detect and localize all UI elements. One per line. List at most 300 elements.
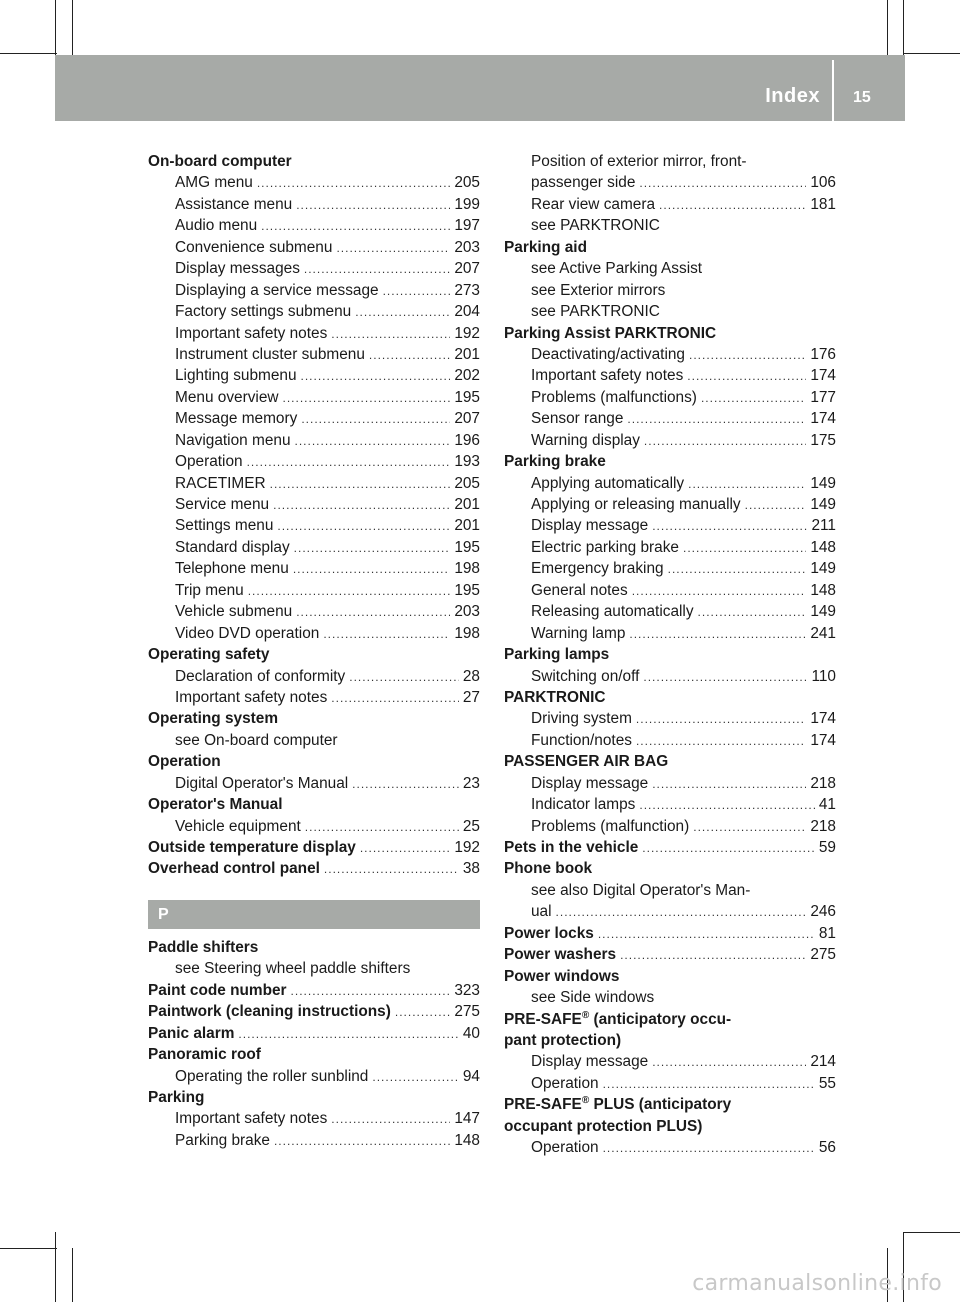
index-entry xyxy=(148,430,480,451)
entry-single xyxy=(504,837,836,858)
crop-mark xyxy=(0,1248,57,1249)
entry-single xyxy=(148,858,480,879)
dot-leader xyxy=(323,624,450,645)
page-ref: 38 xyxy=(462,860,480,878)
dot-leader xyxy=(261,216,450,237)
index-entry xyxy=(504,816,836,837)
registered-mark: ® xyxy=(581,1095,590,1107)
page-ref: 106 xyxy=(810,174,836,192)
entry-text: Factory settings submenu xyxy=(175,303,352,321)
crop-mark xyxy=(903,53,960,54)
heading-text: (anticipatory occu- xyxy=(589,1010,732,1028)
index-column-left xyxy=(148,151,480,1151)
entry-single xyxy=(504,923,836,944)
index-entry xyxy=(148,365,480,386)
entry-list xyxy=(148,816,480,837)
index-entry xyxy=(148,473,480,494)
entry-text: Panic alarm xyxy=(148,1024,235,1042)
entry-text: Pets in the vehicle xyxy=(504,839,639,856)
page-ref: 55 xyxy=(818,1074,836,1092)
index-entry xyxy=(148,537,480,558)
page-ref: 192 xyxy=(454,324,480,342)
page-ref: 218 xyxy=(810,817,836,835)
dot-leader xyxy=(639,173,806,194)
crop-mark xyxy=(72,0,73,56)
entry-text: Digital Operator's Manual xyxy=(175,774,349,792)
entry-text: Convenience submenu xyxy=(175,238,333,256)
index-entry xyxy=(504,494,836,515)
entry-text: Standard display xyxy=(175,538,290,556)
entry-text: Operation xyxy=(531,1139,599,1157)
index-entry-main xyxy=(148,1023,480,1044)
entry-text: Function/notes xyxy=(531,731,632,749)
page-ref: 176 xyxy=(810,345,836,363)
page-ref: 202 xyxy=(454,367,480,385)
see-reference: see Exterior mirrors xyxy=(531,281,666,299)
dot-leader xyxy=(701,388,806,409)
entry-text: Trip menu xyxy=(175,581,244,599)
index-entry xyxy=(148,1066,480,1087)
index-entry xyxy=(148,1130,480,1151)
index-entry xyxy=(148,601,480,622)
entry-list xyxy=(148,1066,480,1087)
entry-text: AMG menu xyxy=(175,174,253,192)
dot-leader xyxy=(745,495,807,516)
page-ref: 28 xyxy=(462,667,480,685)
entry-text: Audio menu xyxy=(175,217,258,235)
entry-text: Display message xyxy=(531,1053,649,1071)
page-ref: 193 xyxy=(454,453,480,471)
index-entry xyxy=(148,237,480,258)
index-entry xyxy=(504,794,836,815)
see-reference: see PARKTRONIC xyxy=(531,217,660,235)
index-entry xyxy=(504,601,836,622)
index-entry xyxy=(504,708,836,729)
index-heading: Parking aid xyxy=(504,238,587,256)
index-heading: PASSENGER AIR BAG xyxy=(504,753,669,771)
index-entry xyxy=(148,301,480,322)
index-heading: Parking lamps xyxy=(504,646,610,664)
page-ref: 149 xyxy=(810,496,836,513)
index-entry xyxy=(504,194,836,215)
entry-text: Display message xyxy=(531,774,649,792)
entry-text: General notes xyxy=(531,581,628,599)
page-ref: 201 xyxy=(454,345,480,363)
crop-mark xyxy=(887,0,888,56)
index-entry xyxy=(148,773,480,794)
page-ref: 201 xyxy=(454,517,480,535)
page-title: Index xyxy=(765,85,820,107)
index-entry xyxy=(504,773,836,794)
see-reference: see Steering wheel paddle shifters xyxy=(175,960,411,978)
entry-text: Video DVD operation xyxy=(175,624,320,642)
entry-list xyxy=(504,473,836,645)
index-entry xyxy=(148,323,480,344)
index-entry xyxy=(504,901,836,922)
dot-leader xyxy=(331,1109,450,1130)
index-entry xyxy=(148,344,480,365)
index-heading: Power windows xyxy=(504,967,620,985)
heading-text: PLUS (anticipatory xyxy=(589,1096,732,1114)
dot-leader xyxy=(349,667,459,688)
heading-text: PRE-SAFE xyxy=(504,1010,582,1028)
entry-list xyxy=(148,666,480,709)
index-entry xyxy=(148,515,480,536)
page-ref: 174 xyxy=(810,710,836,728)
dot-leader xyxy=(352,774,459,795)
page-ref: 148 xyxy=(810,538,836,556)
page-ref: 23 xyxy=(462,774,480,792)
dot-leader xyxy=(257,173,450,194)
index-entry xyxy=(504,666,836,687)
index-entry xyxy=(504,1051,836,1072)
dot-leader xyxy=(643,667,807,688)
dot-leader xyxy=(301,409,450,430)
index-entry-main xyxy=(504,923,836,944)
page-ref: 41 xyxy=(818,796,836,814)
page-ref: 175 xyxy=(810,431,836,449)
index-heading: Operating system xyxy=(148,710,279,728)
page-ref: 59 xyxy=(818,839,836,856)
dot-leader xyxy=(687,366,806,387)
index-entry-main xyxy=(148,1001,480,1022)
dot-leader xyxy=(270,474,451,495)
dot-leader xyxy=(652,774,806,795)
dot-leader xyxy=(556,902,807,923)
page-ref: 149 xyxy=(810,560,836,578)
entry-list xyxy=(504,708,836,751)
index-heading: On-board computer xyxy=(148,153,292,170)
entry-list xyxy=(148,1108,480,1151)
page-ref: 241 xyxy=(810,624,836,642)
index-entry xyxy=(504,558,836,579)
dot-leader xyxy=(627,409,806,430)
page-ref: 273 xyxy=(454,281,480,299)
entry-single xyxy=(504,944,836,965)
entry-text: Paint code number xyxy=(148,981,287,999)
entry-single xyxy=(148,1023,480,1044)
index-entry xyxy=(504,580,836,601)
index-heading: Operator's Manual xyxy=(148,796,283,814)
index-entry xyxy=(504,387,836,408)
entry-text: Important safety notes xyxy=(175,324,328,342)
index-entry xyxy=(504,408,836,429)
entry-text: Emergency braking xyxy=(531,560,664,578)
index-entry-main xyxy=(148,858,480,879)
entry-text: Vehicle submenu xyxy=(175,603,293,621)
index-entry-main xyxy=(148,980,480,1001)
index-entry xyxy=(148,623,480,644)
entry-text: Deactivating/activating xyxy=(531,345,685,363)
dot-leader xyxy=(642,838,815,859)
watermark: carmanualsonline.info xyxy=(692,1271,942,1296)
entry-text: Display message xyxy=(531,517,649,535)
index-entry xyxy=(504,537,836,558)
see-reference: see Active Parking Assist xyxy=(531,260,703,278)
index-entry xyxy=(504,365,836,386)
index-entry xyxy=(504,473,836,494)
dot-leader xyxy=(683,538,806,559)
entry-text: passenger side xyxy=(531,174,636,192)
page-ref: 246 xyxy=(810,903,836,921)
page-ref: 198 xyxy=(454,560,480,578)
entry-text: Important safety notes xyxy=(175,1110,328,1128)
dot-leader xyxy=(372,1067,459,1088)
index-entry xyxy=(148,172,480,193)
entry-text: Assistance menu xyxy=(175,195,293,213)
dot-leader xyxy=(629,624,806,645)
dot-leader xyxy=(652,516,807,537)
entry-text: Important safety notes xyxy=(175,688,328,706)
page-ref: 199 xyxy=(454,195,480,213)
entry-list xyxy=(504,773,836,837)
page-ref: 174 xyxy=(810,731,836,749)
entry-text: ual xyxy=(531,903,552,921)
index-entry xyxy=(148,387,480,408)
dot-leader xyxy=(668,559,807,580)
entry-text: Warning display xyxy=(531,431,640,449)
index-heading: Operating safety xyxy=(148,646,270,664)
dot-leader xyxy=(636,731,806,752)
index-heading: Parking xyxy=(148,1088,205,1106)
entry-text: Operating the roller sunblind xyxy=(175,1067,369,1085)
entry-text: Rear view camera xyxy=(531,195,656,213)
entry-single xyxy=(504,901,836,922)
dot-leader xyxy=(693,817,806,838)
page-ref: 205 xyxy=(454,174,480,192)
dot-leader xyxy=(248,581,451,602)
entry-text: Switching on/off xyxy=(531,667,640,685)
entry-list xyxy=(504,666,836,687)
page-ref: 177 xyxy=(810,388,836,406)
dot-leader xyxy=(395,1002,450,1023)
entry-text: Parking brake xyxy=(175,1131,270,1149)
heading-text: PRE-SAFE xyxy=(504,1096,582,1114)
dot-leader xyxy=(659,195,806,216)
page-ref: 275 xyxy=(454,1003,480,1021)
entry-text: Problems (malfunctions) xyxy=(531,388,697,406)
page-ref: 207 xyxy=(454,260,480,278)
entry-single xyxy=(148,980,480,1001)
dot-leader xyxy=(294,538,451,559)
entry-text: Electric parking brake xyxy=(531,538,679,556)
entry-text: Display messages xyxy=(175,260,300,278)
page-ref: 27 xyxy=(462,688,480,706)
entry-text: Important safety notes xyxy=(531,367,684,385)
entry-text: Paintwork (cleaning instructions) xyxy=(148,1003,391,1021)
see-reference: see also Digital Operator's Man- xyxy=(531,881,751,899)
dot-leader xyxy=(331,688,459,709)
dot-leader xyxy=(598,924,815,945)
index-entry xyxy=(504,172,836,193)
index-entry xyxy=(148,451,480,472)
index-heading: Paddle shifters xyxy=(148,938,259,956)
dot-leader xyxy=(305,817,459,838)
page-ref: 192 xyxy=(454,839,480,856)
entry-single xyxy=(504,172,836,193)
page-ref: 204 xyxy=(454,303,480,321)
index-heading xyxy=(504,1009,836,1030)
page-ref: 197 xyxy=(454,217,480,235)
dot-leader xyxy=(296,195,450,216)
index-entry xyxy=(504,430,836,451)
index-heading xyxy=(504,1094,836,1115)
index-entry xyxy=(148,1108,480,1129)
page-ref: 195 xyxy=(454,388,480,406)
page-ref: 275 xyxy=(810,946,836,964)
dot-leader xyxy=(293,559,451,580)
page-ref: 205 xyxy=(454,474,480,492)
index-entry xyxy=(148,494,480,515)
index-entry xyxy=(148,580,480,601)
page-ref: 203 xyxy=(454,603,480,621)
dot-leader xyxy=(360,838,450,859)
index-heading: Panoramic roof xyxy=(148,1046,261,1064)
page-ref: 196 xyxy=(454,431,480,449)
entry-list xyxy=(504,1137,836,1158)
entry-text: Overhead control panel xyxy=(148,860,320,878)
entry-single xyxy=(148,837,480,858)
page-ref: 181 xyxy=(810,195,836,213)
index-column-right xyxy=(504,151,836,1159)
dot-leader xyxy=(632,581,807,602)
page-number: 15 xyxy=(853,89,871,106)
dot-leader xyxy=(355,302,450,323)
entry-text: Driving system xyxy=(531,710,632,728)
entry-list xyxy=(504,344,836,451)
index-entry xyxy=(148,687,480,708)
dot-leader xyxy=(688,474,806,495)
page-ref: 195 xyxy=(454,581,480,599)
crop-mark xyxy=(0,53,57,54)
page-ref: 198 xyxy=(454,624,480,642)
entry-text: Releasing automatically xyxy=(531,603,694,621)
entry-text: Instrument cluster submenu xyxy=(175,345,365,363)
index-heading: occupant protection PLUS) xyxy=(504,1117,703,1135)
entry-text: Vehicle equipment xyxy=(175,817,301,835)
page-ref: 147 xyxy=(454,1110,480,1128)
dot-leader xyxy=(296,602,450,623)
index-heading: Parking brake xyxy=(504,453,606,471)
entry-text: Menu overview xyxy=(175,388,279,406)
page-ref: 174 xyxy=(810,367,836,385)
page-ref: 94 xyxy=(462,1067,480,1085)
dot-leader xyxy=(639,795,815,816)
entry-text: RACETIMER xyxy=(175,474,266,492)
page-ref: 148 xyxy=(810,581,836,599)
page-ref: 110 xyxy=(811,667,836,685)
index-entry xyxy=(148,816,480,837)
dot-leader xyxy=(603,1074,815,1095)
dot-leader xyxy=(324,859,459,880)
index-entry xyxy=(148,558,480,579)
page-ref: 25 xyxy=(462,817,480,835)
index-entry xyxy=(504,1073,836,1094)
index-entry xyxy=(148,258,480,279)
entry-list xyxy=(504,1051,836,1094)
entry-list xyxy=(148,773,480,794)
page-ref: 214 xyxy=(810,1053,836,1071)
crop-mark xyxy=(55,1232,56,1302)
entry-text: Lighting submenu xyxy=(175,367,297,385)
dot-leader xyxy=(283,388,451,409)
entry-text: Warning lamp xyxy=(531,624,626,642)
index-entry xyxy=(504,344,836,365)
entry-text: Telephone menu xyxy=(175,560,289,578)
index-heading: Parking Assist PARKTRONIC xyxy=(504,324,717,342)
entry-list xyxy=(148,172,480,644)
dot-leader xyxy=(644,431,806,452)
index-entry xyxy=(504,1137,836,1158)
entry-text: Operation xyxy=(175,453,243,471)
entry-list xyxy=(504,194,836,215)
entry-text: Displaying a service message xyxy=(175,281,379,299)
page-ref: 211 xyxy=(811,517,836,535)
index-entry xyxy=(148,666,480,687)
dot-leader xyxy=(689,345,806,366)
dot-leader xyxy=(636,709,806,730)
entry-text: Applying or releasing manually xyxy=(531,496,741,513)
dot-leader xyxy=(331,324,450,345)
dot-leader xyxy=(383,281,451,302)
entry-text: Operation xyxy=(531,1074,599,1092)
crop-mark xyxy=(903,1232,960,1233)
dot-leader xyxy=(620,945,806,966)
index-entry xyxy=(148,194,480,215)
page-ref: 149 xyxy=(810,474,836,492)
index-entry xyxy=(504,730,836,751)
index-entry xyxy=(148,280,480,301)
see-reference: see Side windows xyxy=(531,989,655,1007)
index-entry xyxy=(148,408,480,429)
dot-leader xyxy=(301,366,451,387)
dot-leader xyxy=(603,1138,815,1159)
dot-leader xyxy=(295,431,451,452)
entry-text: Sensor range xyxy=(531,410,624,428)
page-ref: 149 xyxy=(810,603,836,621)
registered-mark: ® xyxy=(581,1009,590,1021)
index-entry xyxy=(148,215,480,236)
index-heading: pant protection) xyxy=(504,1031,622,1049)
see-reference: see On-board computer xyxy=(175,731,338,749)
entry-text: Service menu xyxy=(175,496,270,513)
section-letter-bar: P xyxy=(148,900,480,929)
dot-leader xyxy=(698,602,807,623)
index-entry-main xyxy=(148,837,480,858)
page-ref: 174 xyxy=(810,410,836,428)
crop-mark xyxy=(903,0,904,56)
index-entry xyxy=(504,515,836,536)
page-ref: 203 xyxy=(454,238,480,256)
page-ref: 323 xyxy=(454,981,480,999)
entry-text: Navigation menu xyxy=(175,431,291,449)
dot-leader xyxy=(652,1052,806,1073)
dot-leader xyxy=(304,259,450,280)
page-ref: 56 xyxy=(818,1139,836,1157)
see-reference: see PARKTRONIC xyxy=(531,303,660,321)
dot-leader xyxy=(247,452,451,473)
entry-text: Outside temperature display xyxy=(148,839,356,856)
index-heading: Operation xyxy=(148,753,221,771)
entry-text: Declaration of conformity xyxy=(175,667,346,685)
entry-text: Settings menu xyxy=(175,517,274,535)
page-ref: 148 xyxy=(454,1131,480,1149)
dot-leader xyxy=(238,1024,458,1045)
index-heading: PARKTRONIC xyxy=(504,688,606,706)
index-entry-main xyxy=(504,837,836,858)
page-ref: 207 xyxy=(454,410,480,428)
entry-text: Applying automatically xyxy=(531,474,685,492)
